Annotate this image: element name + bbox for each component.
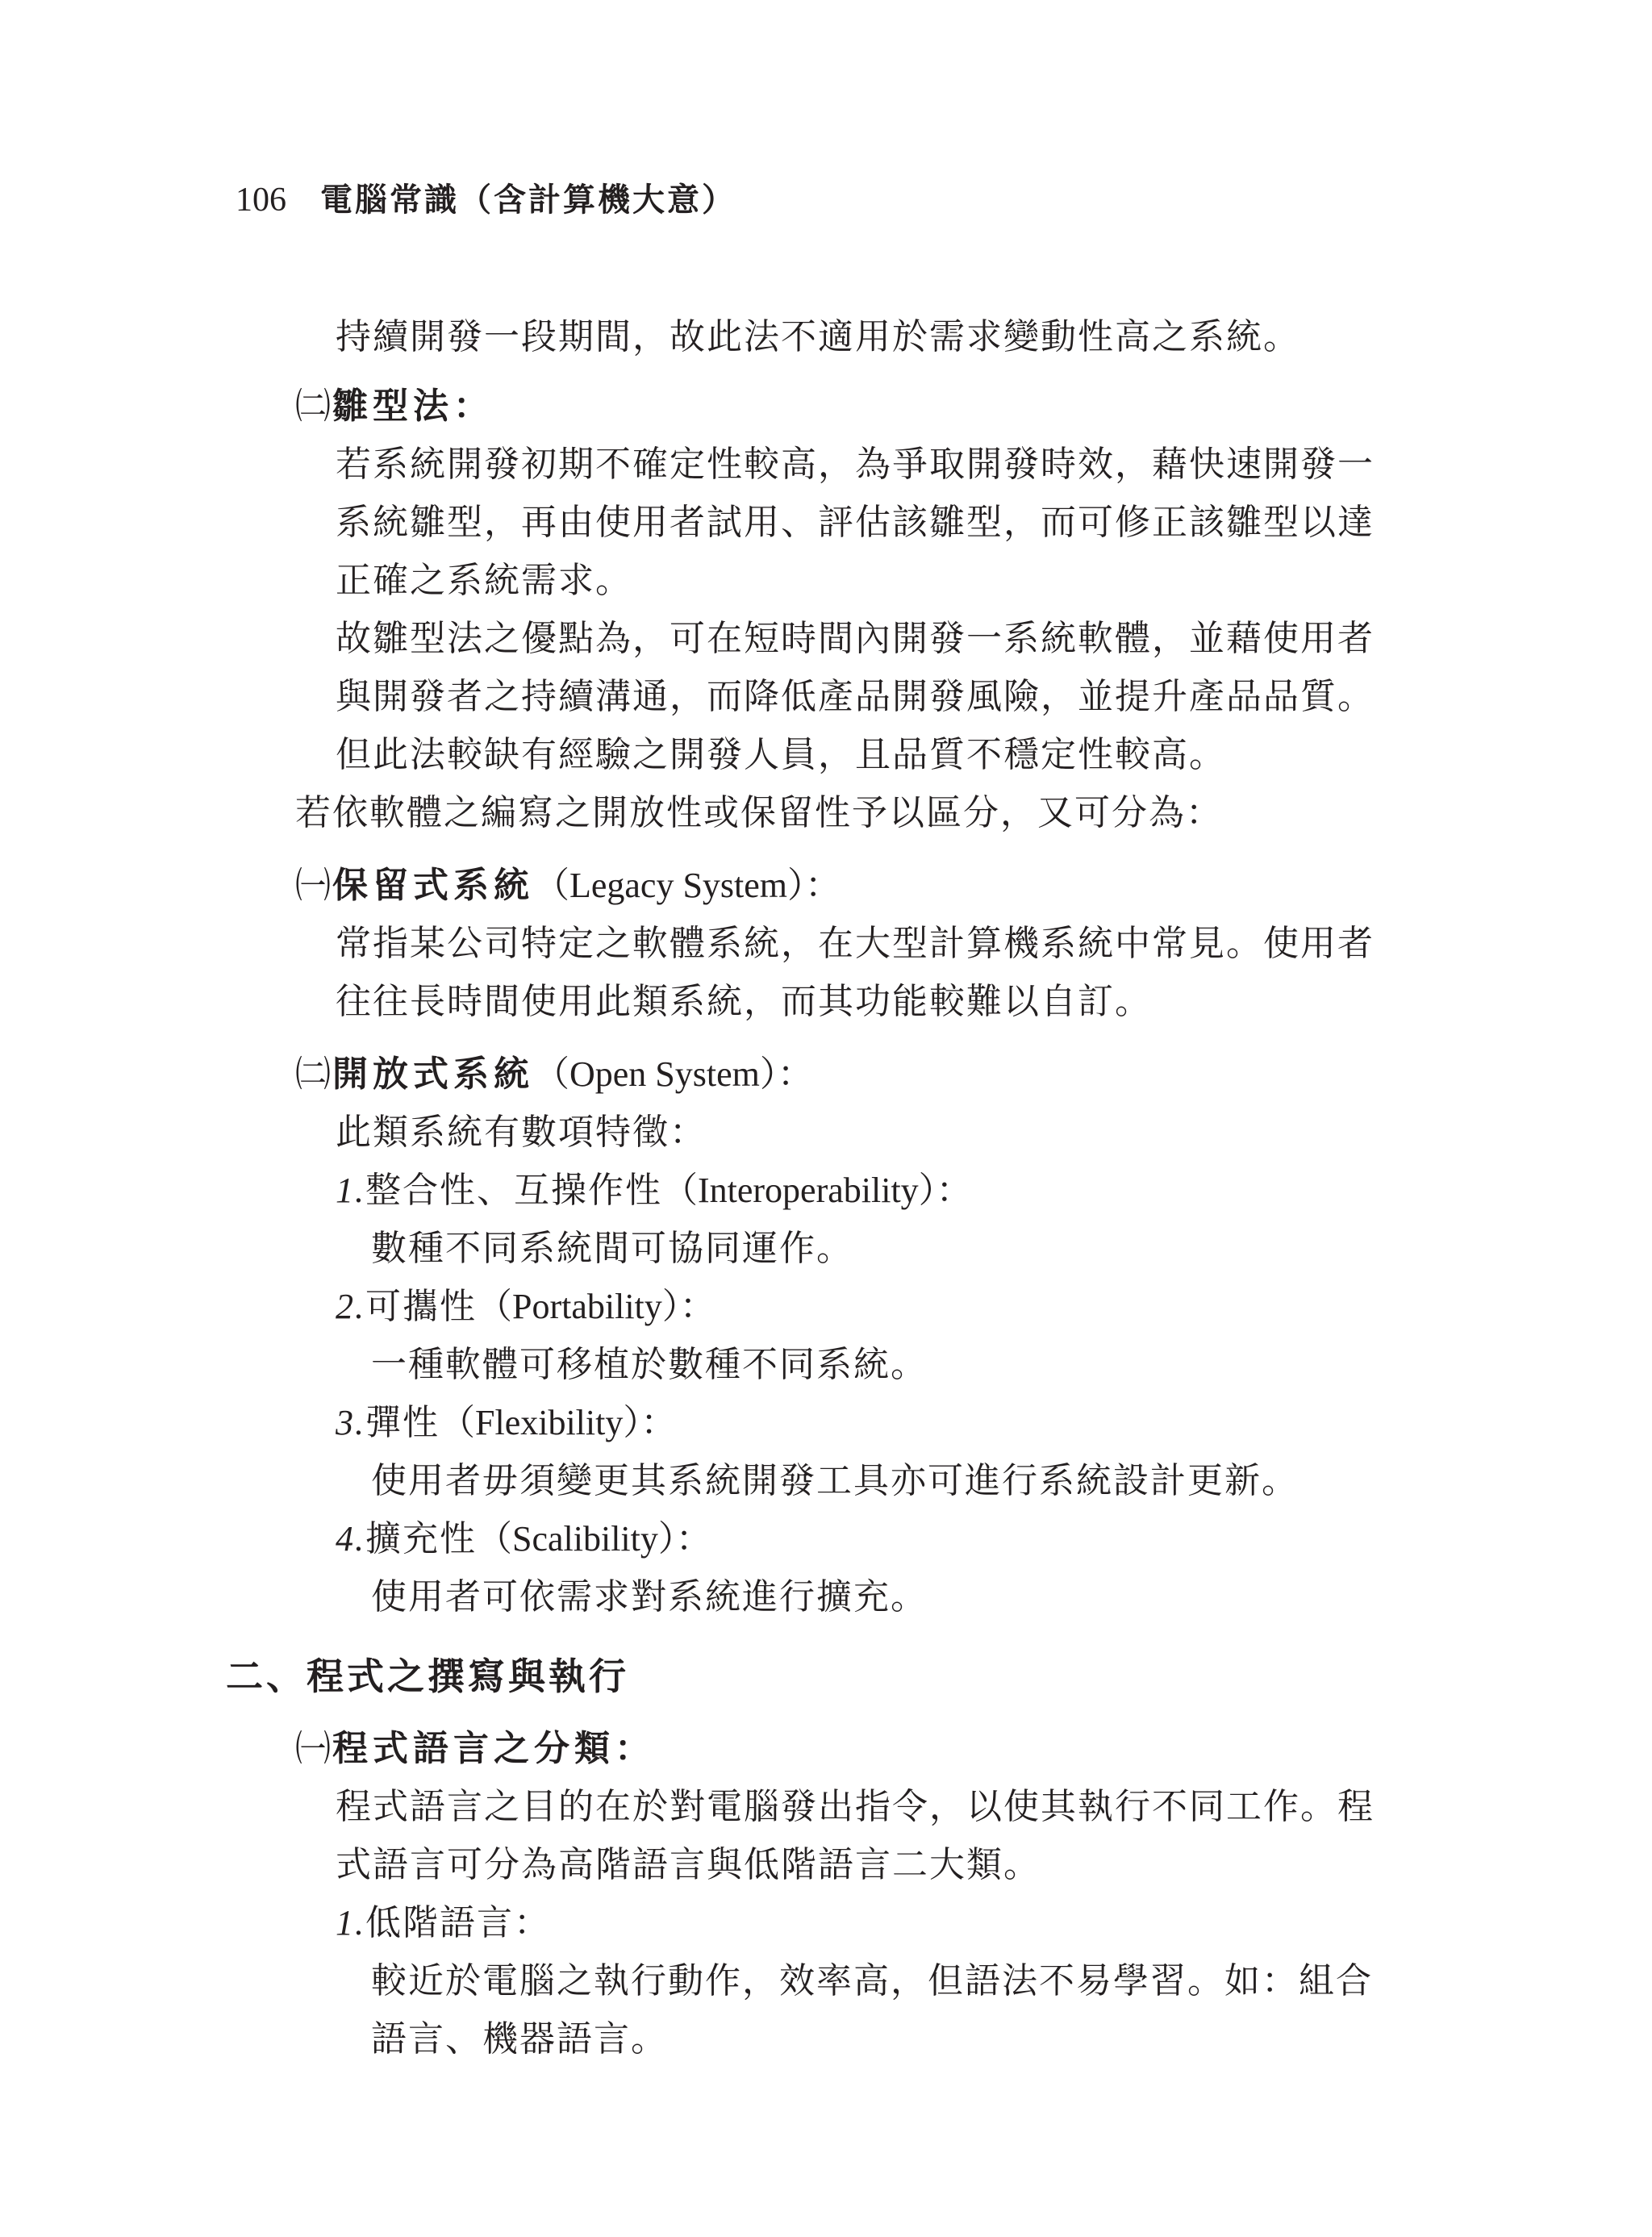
english-term: （Open System）： [534, 1054, 813, 1094]
paragraph-line: 正確之系統需求。 [336, 560, 632, 601]
list-item-title [336, 1166, 972, 1215]
list-item-title [336, 1399, 676, 1447]
list-number: 1. [336, 1171, 365, 1210]
item-title: 可攜性 [365, 1286, 477, 1327]
list-item-desc: 較近於電腦之執行動作，效率高，但語法不易學習。如：組合 [371, 1960, 1373, 2001]
book-title: 電腦常識（含計算機大意） [320, 182, 736, 219]
paragraph-line: 若依軟體之編寫之開放性或保留性予以區分，又可分為： [295, 792, 1223, 833]
subsection-heading-language-classification [295, 1725, 655, 1773]
subsection-heading-open-system [295, 1050, 813, 1099]
list-item-desc: 使用者可依需求對系統進行擴充。 [371, 1576, 928, 1617]
subsection-marker: ㈡ [295, 1054, 332, 1095]
paragraph-line: 常指某公司特定之軟體系統，在大型計算機系統中常見。使用者 [336, 923, 1375, 964]
list-item-desc: 使用者毋須變更其系統開發工具亦可進行系統設計更新。 [371, 1460, 1299, 1501]
subsection-title: 程式語言之分類： [332, 1728, 655, 1769]
paragraph-line: 故雛型法之優點為，可在短時間內開發一系統軟體，並藉使用者 [336, 618, 1375, 659]
subsection-marker: ㈠ [295, 1728, 332, 1769]
paragraph-line: 持續開發一段期間，故此法不適用於需求變動性高之系統。 [336, 316, 1300, 357]
list-number: 1. [336, 1903, 365, 1943]
subsection-title: 保留式系統 [332, 865, 534, 906]
page-number: 106 [236, 182, 286, 219]
item-title: 擴充性 [365, 1518, 477, 1559]
list-item-desc: 一種軟體可移植於數種不同系統。 [371, 1344, 928, 1385]
paragraph-line: 往往長時間使用此類系統，而其功能較難以自訂。 [336, 981, 1152, 1022]
english-term: （Flexibility）： [440, 1403, 677, 1442]
paragraph-line: 若系統開發初期不確定性較高，為爭取開發時效，藉快速開發一 [336, 444, 1375, 485]
english-term: （Interoperability）： [662, 1171, 972, 1210]
paragraph-line: 程式語言之目的在於對電腦發出指令，以使其執行不同工作。程 [336, 1786, 1375, 1827]
list-item-desc: 語言、機器語言。 [371, 2018, 668, 2060]
subsection-heading-prototype [295, 382, 494, 431]
list-item-desc: 數種不同系統間可協同運作。 [371, 1228, 853, 1269]
list-item-title [336, 1283, 715, 1331]
item-title: 整合性、互操作性 [365, 1170, 662, 1211]
english-term: （Portability）： [477, 1287, 715, 1326]
list-number: 4. [336, 1519, 365, 1559]
english-term: （Legacy System）： [534, 866, 841, 905]
paragraph-line: 系統雛型，再由使用者試用、評估該雛型，而可修正該雛型以達 [336, 502, 1375, 543]
subsection-marker: ㈠ [295, 865, 332, 906]
subsection-heading-legacy [295, 862, 841, 910]
list-number: 2. [336, 1287, 365, 1326]
subsection-marker: ㈡ [295, 386, 332, 427]
item-title: 低階語言： [365, 1902, 551, 1943]
list-number: 3. [336, 1403, 365, 1442]
paragraph-line: 式語言可分為高階語言與低階語言二大類。 [336, 1844, 1041, 1885]
paragraph-line: 此類系統有數項特徵： [336, 1112, 707, 1153]
paragraph-line: 與開發者之持續溝通，而降低產品開發風險，並提升產品品質。 [336, 676, 1375, 717]
paragraph-line: 但此法較缺有經驗之開發人員，且品質不穩定性較高。 [336, 734, 1226, 775]
list-item-title [336, 1899, 551, 1947]
list-item-title [336, 1515, 711, 1563]
item-title: 彈性 [365, 1402, 440, 1443]
subsection-title: 雛型法： [332, 386, 494, 427]
subsection-title: 開放式系統 [332, 1054, 534, 1095]
section-heading: 二、程式之撰寫與執行 [226, 1655, 629, 1698]
english-term: （Scalibility）： [477, 1519, 711, 1559]
running-header [236, 177, 736, 223]
